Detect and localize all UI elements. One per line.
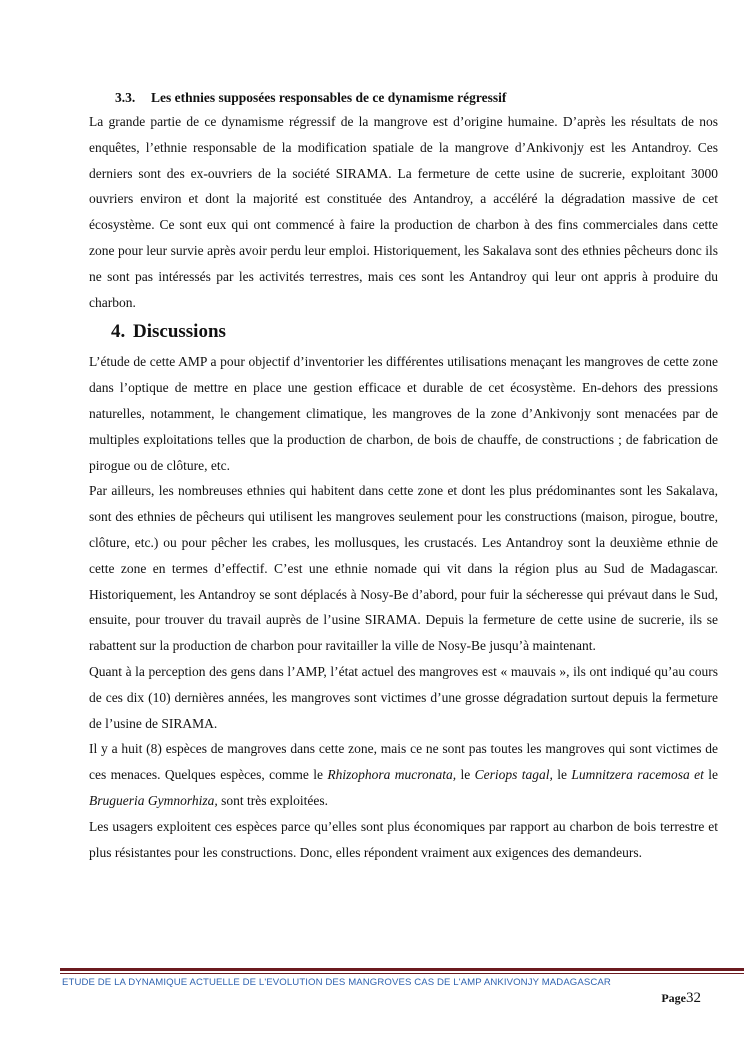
p4-text-a: Il y a huit (8) espèces de mangroves dans cette zone, mais ce ne sont pas toutes les mangroves qui sont victimes de ces menaces. Quelques espèces, comme le — [89, 741, 718, 783]
footer-rule-thick — [60, 968, 744, 971]
section-4-number: 4. — [111, 321, 126, 343]
discussion-paragraph-1: L’étude de cette AMP a pour objectif d’inventorier les différentes utilisations menaçant les mangroves de cette zone dans l’optique de mettre en place une gestion efficace et durable de cet écosystème. En-dehors des pressions naturelles, notamment, le changement climatique, les mangroves de la zone d’Ankivonjy sont menacées par de multiples exploitations telles que la production de charbon, de bois de chauffe, de constructions ; de fabrication de pirogue ou de clôture, etc. — [89, 354, 718, 473]
p4-text-b: le — [456, 767, 475, 783]
species-rhizophora: Rhizophora mucronata, — [327, 767, 457, 783]
page-label: Page — [661, 991, 686, 1005]
p4-text-c: le — [552, 767, 572, 783]
discussion-paragraph-4 — [89, 736, 718, 813]
discussion-paragraph-2: Par ailleurs, les nombreuses ethnies qui habitent dans cette zone et dont les plus prédominantes sont les Sakalava, sont des ethnies de pêcheurs qui utilisent les mangroves seulement pour les constructions (maison, pirogue, boutre, clôture, etc.) ou pour pêcher les crabes, les mollusques, les crustacés. Les Antandroy sont la deuxième ethnie de cette zone en termes d’effectif. C’est une ethnie nomade qui vit dans la région plus au Sud de Madagascar. Historiquement, les Antandroy se sont déplacés à Nosy-Be d’abord, pour fuir la sécheresse qui prévaut dans le Sud, ensuite, pour trouver du travail auprès de l’usine SIRAMA. Depuis la fermeture de cette usine de sucrerie, ils se rabattent sur la production de charbon pour ravitailler la ville de Nosy-Be jusqu’à maintenant. — [89, 483, 718, 654]
species-lumnitzera: Lumnitzera racemosa et — [571, 767, 704, 783]
section-3-3-heading — [115, 87, 718, 109]
species-ceriops: Ceriops tagal, — [474, 767, 553, 783]
discussion-paragraph-5: Les usagers exploitent ces espèces parce qu’elles sont plus économiques par rapport au charbon de bois terrestre et plus résistantes pour les constructions. Donc, elles répondent vraiment aux exigences des demandeurs. — [89, 818, 718, 860]
page-number — [661, 990, 701, 1007]
section-3-3-number: 3.3. — [115, 90, 136, 105]
p4-text-d: le — [703, 767, 719, 783]
page-content — [89, 87, 718, 865]
footer-title: ETUDE DE LA DYNAMIQUE ACTUELLE DE L'EVOLUTION DES MANGROVES CAS DE L'AMP ANKIVONJY MADAGASCAR — [62, 977, 611, 988]
discussion-paragraph-3: Quant à la perception des gens dans l’AMP, l’état actuel des mangroves est « mauvais », ils ont indiqué qu’au cours de ces dix (10) dernières années, les mangroves sont victimes d’une grosse dégradation surtout depuis la fermeture de l’usine de SIRAMA. — [89, 663, 718, 731]
section-4-title: Discussions — [133, 321, 226, 343]
p4-text-e: sont très exploitées. — [217, 792, 328, 808]
page-number-value: 32 — [686, 990, 701, 1006]
species-brugueria: Brugueria Gymnorhiza, — [89, 792, 218, 808]
section-3-3-title: Les ethnies supposées responsables de ce dynamisme régressif — [151, 90, 507, 105]
section-4-heading — [111, 319, 718, 345]
section-3-3-paragraph: La grande partie de ce dynamisme régressif de la mangrove est d’origine humaine. D’après les résultats de nos enquêtes, l’ethnie responsable de la modification spatiale de la mangrove d’Ankivonjy est les Antandroy. Ces derniers sont des ex-ouvriers de la société SIRAMA. La fermeture de cette usine de sucrerie, exploitant 3000 ouvriers environ et dont la majorité est constituée des Antandroy, a accéléré la dégradation massive de cet écosystème. Ce sont eux qui ont commencé à faire la production de charbon à des fins commerciales dans cette zone pour leur survie après avoir perdu leur emploi. Historiquement, les Sakalava sont des ethnies pêcheurs donc ils ne sont pas intéressés par les activités terrestres, mais ces sont les Antandroy qui leur ont appris à produire du charbon. — [89, 114, 718, 310]
footer-rule-thin — [60, 973, 744, 974]
